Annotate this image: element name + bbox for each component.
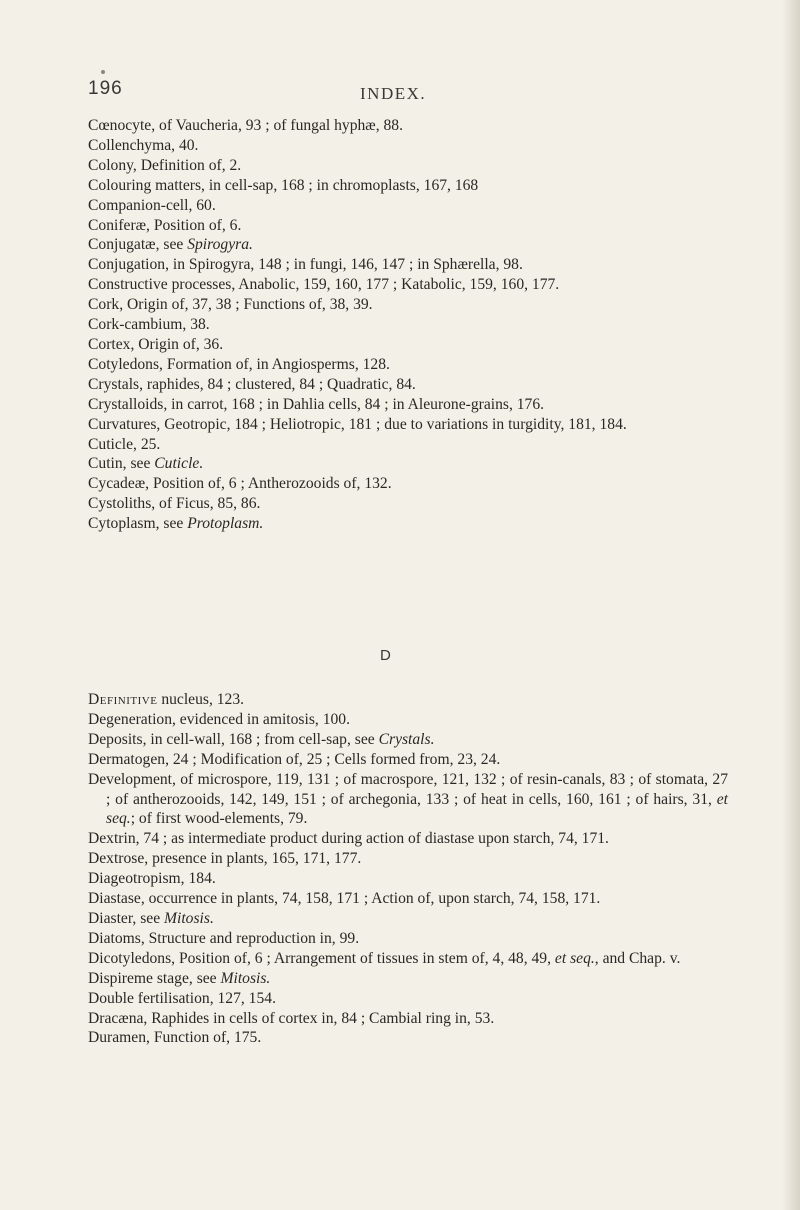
entry-text: ; of first wood-elements, 79. <box>130 810 308 828</box>
index-entry: Colouring matters, in cell-sap, 168 ; in chromoplasts, 167, 168 <box>88 176 479 194</box>
index-entry: Constructive processes, Anabolic, 159, 160, 177 ; Katabolic, 159, 160, 177. <box>88 276 560 294</box>
index-entry <box>88 949 728 969</box>
cross-reference: Crystals. <box>378 730 435 748</box>
entry-text: Dispireme stage, see <box>88 969 217 987</box>
cross-reference: Cuticle. <box>154 455 204 473</box>
index-entry <box>88 690 728 710</box>
entry-text: Conjugatæ, see <box>88 236 184 254</box>
index-entry: Duramen, Function of, 175. <box>88 1029 262 1047</box>
entry-text: Dicotyledons, Position of, 6 ; Arrangement of tissues in stem of, 4, 48, 49, <box>88 949 552 967</box>
cross-reference: et seq. <box>554 949 595 967</box>
index-entry: Colony, Definition of, 2. <box>88 156 242 174</box>
index-entry: Cork-cambium, 38. <box>88 316 210 334</box>
entry-text: , and Chap. v. <box>594 949 681 967</box>
index-entry: Double fertilisation, 127, 154. <box>88 989 276 1007</box>
cross-reference: Mitosis. <box>164 909 214 927</box>
page-number: 196 <box>88 78 123 99</box>
index-section-c <box>88 116 728 534</box>
index-entry: Diageotropism, 184. <box>88 870 216 888</box>
cross-reference: Spirogyra. <box>187 236 253 254</box>
index-entry: Dextrin, 74 ; as intermediate product during action of diastase upon starch, 74, 171. <box>88 830 609 848</box>
index-entry <box>88 235 728 255</box>
running-head: INDEX. <box>360 84 427 103</box>
index-entry <box>88 514 728 534</box>
index-entry: Crystals, raphides, 84 ; clustered, 84 ; Quadratic, 84. <box>88 375 416 393</box>
index-entry: Cortex, Origin of, 36. <box>88 335 224 353</box>
index-entry: Cuticle, 25. <box>88 435 161 453</box>
entry-text: nucleus, 123. <box>161 691 245 708</box>
index-entry: Cœnocyte, of Vaucheria, 93 ; of fungal hyphæ, 88. <box>88 117 403 134</box>
entry-text: Cutin, see <box>88 455 151 473</box>
index-entry <box>88 969 728 989</box>
index-entry: Companion-cell, 60. <box>88 196 216 214</box>
index-entry: Dermatogen, 24 ; Modification of, 25 ; Cells formed from, 23, 24. <box>88 750 501 768</box>
index-entry: Cystoliths, of Ficus, 85, 86. <box>88 495 261 513</box>
index-entry: Cycadeæ, Position of, 6 ; Antherozooids of, 132. <box>88 475 392 493</box>
index-entry: Cork, Origin of, 37, 38 ; Functions of, 38, 39. <box>88 296 373 314</box>
index-section-d <box>88 690 728 1048</box>
index-entry: Coniferæ, Position of, 6. <box>88 216 242 234</box>
section-heading-d: D <box>380 647 391 664</box>
index-entry <box>88 454 728 474</box>
entry-text: Diaster, see <box>88 909 161 927</box>
index-entry: Curvatures, Geotropic, 184 ; Heliotropic, 181 ; due to variations in turgidity, 181, 184. <box>88 415 627 433</box>
index-entry: Dextrose, presence in plants, 165, 171, 177. <box>88 850 362 868</box>
entry-headword: Definitive <box>88 691 158 708</box>
index-entry: Diatoms, Structure and reproduction in, 99. <box>88 929 360 947</box>
cross-reference: Mitosis. <box>220 969 271 987</box>
cross-reference: et seq. <box>106 790 728 828</box>
entry-text: Cytoplasm, see <box>88 515 184 533</box>
index-entry: Degeneration, evidenced in amitosis, 100. <box>88 710 350 728</box>
index-entry <box>88 909 728 929</box>
index-entry <box>88 770 728 830</box>
index-entry <box>88 730 728 750</box>
index-entry: Dracæna, Raphides in cells of cortex in, 84 ; Cambial ring in, 53. <box>88 1009 495 1027</box>
ink-speck <box>101 70 105 74</box>
entry-text: Deposits, in cell-wall, 168 ; from cell-sap, see <box>88 730 375 748</box>
page-edge-shadow <box>782 0 800 1210</box>
cross-reference: Protoplasm. <box>187 515 264 533</box>
index-entry: Conjugation, in Spirogyra, 148 ; in fungi, 146, 147 ; in Sphærella, 98. <box>88 256 523 274</box>
index-entry: Collenchyma, 40. <box>88 136 199 154</box>
index-entry: Diastase, occurrence in plants, 74, 158, 171 ; Action of, upon starch, 74, 158, 171. <box>88 890 601 908</box>
entry-text: Development, of microspore, 119, 131 ; of macrospore, 121, 132 ; of resin-canals, 83 ; of stomata, 27 ; of antherozooids, 142, 149, 151 ; of archegonia, 133 ; of heat in cells, 160, 161 ; of hairs, 31, <box>88 770 728 808</box>
index-entry: Crystalloids, in carrot, 168 ; in Dahlia cells, 84 ; in Aleurone-grains, 176. <box>88 395 545 413</box>
index-entry: Cotyledons, Formation of, in Angiosperms, 128. <box>88 355 390 373</box>
